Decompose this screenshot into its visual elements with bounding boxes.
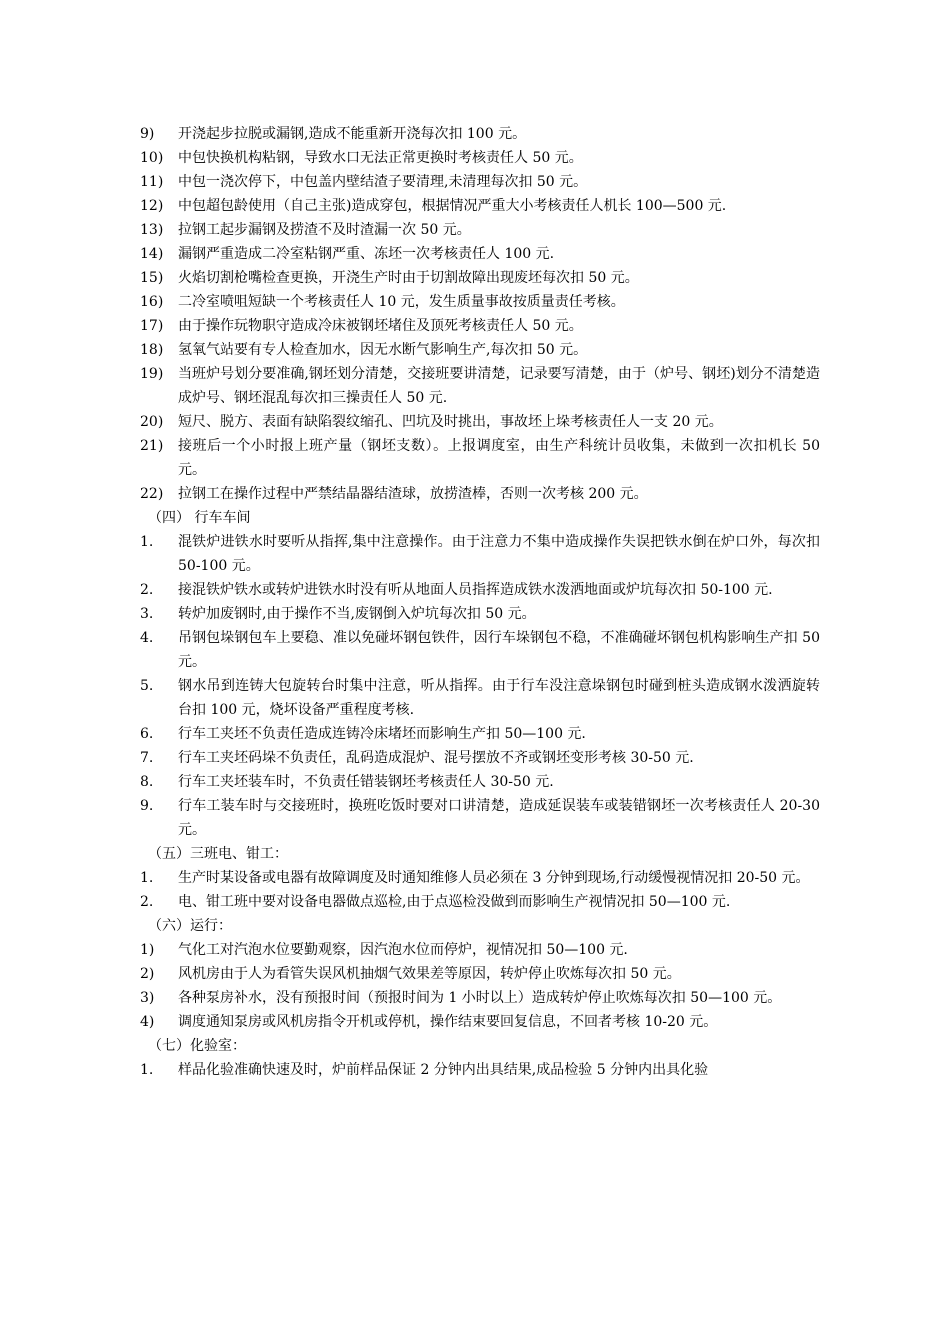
list-item-text: 生产时某设备或电器有故障调度及时通知维修人员必须在 3 分钟到现场,行动缓慢视情况扣 20-50 元。 xyxy=(178,870,810,886)
list-item-text: 转炉加废钢时,由于操作不当,废钢倒入炉坑每次扣 50 元。 xyxy=(178,606,536,622)
list-item-number: 15) xyxy=(140,270,164,286)
list-item-number: 21) xyxy=(140,438,164,454)
list-item-text: 接混铁炉铁水或转炉进铁水时没有听从地面人员指挥造成铁水泼洒地面或炉坑每次扣 50-100 元. xyxy=(178,582,773,598)
list-item-number: 7. xyxy=(140,750,154,766)
list-item-text: 漏钢严重造成二冷室粘钢严重、冻坯一次考核责任人 100 元. xyxy=(178,246,555,262)
list-item-text: 短尺、脱方、表面有缺陷裂纹缩孔、凹坑及时挑出，事故坯上垛考核责任人一支 20 元。 xyxy=(178,414,723,430)
list-item-text: 行车工夹坯码垛不负责任，乱码造成混炉、混号摆放不齐或钢坯变形考核 30-50 元. xyxy=(178,750,694,766)
list-item xyxy=(140,290,820,314)
list-item-number: 9) xyxy=(140,126,155,142)
list-item-text: 火焰切割枪嘴检查更换，开浇生产时由于切割故障出现废坯每次扣 50 元。 xyxy=(178,270,639,286)
list-item xyxy=(140,242,820,266)
list-item-number: 13) xyxy=(140,222,164,238)
list-item-text: 行车工夹坯不负责任造成连铸冷床堵坯而影响生产扣 50—100 元. xyxy=(178,726,586,742)
list-item-number: 6. xyxy=(140,726,154,742)
list-item-text: 拉钢工起步漏钢及捞渣不及时渣漏一次 50 元。 xyxy=(178,222,471,238)
list-item xyxy=(140,866,820,890)
list-item-number: 1) xyxy=(140,942,155,958)
list-item-number: 1. xyxy=(140,534,154,550)
list-item xyxy=(140,1010,820,1034)
list-item-text: 中包超包龄使用（自己主张)造成穿包，根据情况严重大小考核责任人机长 100—500 元. xyxy=(178,198,727,214)
list-item-number: 3. xyxy=(140,606,154,622)
list-item xyxy=(140,578,820,602)
list-item xyxy=(140,722,820,746)
list-item-text: 开浇起步拉脱或漏钢,造成不能重新开浇每次扣 100 元。 xyxy=(178,126,527,142)
list-item xyxy=(140,962,820,986)
list-item-number: 5. xyxy=(140,678,154,694)
list-item-number: 4. xyxy=(140,630,154,646)
list-item-number: 9. xyxy=(140,798,154,814)
list-item-number: 10) xyxy=(140,150,164,166)
list-item xyxy=(140,170,820,194)
list-item-text: 中包快换机构粘钢，导致水口无法正常更换时考核责任人 50 元。 xyxy=(178,150,583,166)
list-item-number: 1. xyxy=(140,1062,154,1078)
list-item xyxy=(140,890,820,914)
list-item-number: 12) xyxy=(140,198,164,214)
list-item xyxy=(140,434,820,482)
list-item-text: 钢水吊到连铸大包旋转台时集中注意，听从指挥。由于行车没注意垛钢包时碰到桩头造成钢水泼洒旋转台扣 100 元，烧坏设备严重程度考核. xyxy=(178,678,820,718)
list-item-number: 4) xyxy=(140,1014,155,1030)
list-item xyxy=(140,218,820,242)
list-item xyxy=(140,674,820,722)
document-page xyxy=(140,122,820,1082)
list-item xyxy=(140,938,820,962)
list-item-text: 当班炉号划分要准确,钢坯划分清楚，交接班要讲清楚，记录要写清楚，由于（炉号、钢坯)划分不清楚造成炉号、钢坯混乱每次扣三操责任人 50 元. xyxy=(178,366,820,406)
list-item xyxy=(140,602,820,626)
list-item-text: 调度通知泵房或风机房指令开机或停机，操作结束要回复信息，不回者考核 10-20 元。 xyxy=(178,1014,718,1030)
list-item-text: 中包一浇次停下，中包盖内壁结渣子要清理,未清理每次扣 50 元。 xyxy=(178,174,588,190)
list-item-text: 混铁炉进铁水时要听从指挥,集中注意操作。由于注意力不集中造成操作失误把铁水倒在炉口外，每次扣 50-100 元。 xyxy=(178,534,820,574)
list-item-text: 行车工夹坯装车时，不负责任错装钢坯考核责任人 30-50 元. xyxy=(178,774,554,790)
list-item xyxy=(140,986,820,1010)
list-item-text: 吊钢包垛钢包车上要稳、准以免碰坏钢包铁件，因行车垛钢包不稳，不准确碰坏钢包机构影响生产扣 50 元。 xyxy=(178,630,820,670)
document-section xyxy=(140,506,820,842)
list-item-text: 由于操作玩物职守造成冷床被钢坯堵住及顶死考核责任人 50 元。 xyxy=(178,318,583,334)
list-item-text: 样品化验准确快速及时，炉前样品保证 2 分钟内出具结果,成品检验 5 分钟内出具化验 xyxy=(178,1062,709,1078)
list-item-text: 氢氧气站要有专人检查加水，因无水断气影响生产,每次扣 50 元。 xyxy=(178,342,588,358)
list-item xyxy=(140,482,820,506)
list-item-text: 电、钳工班中要对设备电器做点巡检,由于点巡检没做到而影响生产视情况扣 50—100 元. xyxy=(178,894,731,910)
list-item-number: 19) xyxy=(140,366,164,382)
section-heading: （四） 行车车间 xyxy=(148,510,251,526)
document-section xyxy=(140,842,820,914)
list-item xyxy=(140,266,820,290)
list-item xyxy=(140,194,820,218)
list-item-number: 17) xyxy=(140,318,164,334)
list-item-text: 行车工装车时与交接班时，换班吃饭时要对口讲清楚，造成延误装车或装错钢坯一次考核责任人 20-30 元。 xyxy=(178,798,820,838)
document-section xyxy=(140,914,820,1034)
list-item-number: 8. xyxy=(140,774,154,790)
list-item xyxy=(140,794,820,842)
list-item xyxy=(140,146,820,170)
list-item-number: 2) xyxy=(140,966,155,982)
list-item-text: 各种泵房补水，没有预报时间（预报时间为 1 小时以上）造成转炉停止吹炼每次扣 50—100 元。 xyxy=(178,990,782,1006)
list-item-number: 16) xyxy=(140,294,164,310)
list-item-text: 接班后一个小时报上班产量（钢坯支数）。上报调度室，由生产科统计员收集，未做到一次扣机长 50 元。 xyxy=(178,438,820,478)
document-section xyxy=(140,122,820,506)
list-item xyxy=(140,626,820,674)
list-item xyxy=(140,770,820,794)
list-item-number: 3) xyxy=(140,990,155,1006)
list-item-number: 22) xyxy=(140,486,164,502)
list-item-text: 风机房由于人为看管失误风机抽烟气效果差等原因，转炉停止吹炼每次扣 50 元。 xyxy=(178,966,681,982)
list-item-text: 二冷室喷咀短缺一个考核责任人 10 元，发生质量事故按质量责任考核。 xyxy=(178,294,625,310)
list-item-number: 2. xyxy=(140,894,154,910)
list-item-text: 拉钢工在操作过程中严禁结晶器结渣球，放捞渣棒，否则一次考核 200 元。 xyxy=(178,486,648,502)
section-heading: （五）三班电、钳工： xyxy=(148,846,288,862)
list-item xyxy=(140,530,820,578)
list-item xyxy=(140,746,820,770)
list-item xyxy=(140,338,820,362)
list-item-text: 气化工对汽泡水位要勤观察，因汽泡水位而停炉，视情况扣 50—100 元. xyxy=(178,942,628,958)
section-heading: （六）运行： xyxy=(148,918,232,934)
list-item-number: 14) xyxy=(140,246,164,262)
list-item xyxy=(140,410,820,434)
document-section xyxy=(140,1034,820,1082)
list-item-number: 2. xyxy=(140,582,154,598)
list-item xyxy=(140,1058,820,1082)
list-item xyxy=(140,362,820,410)
list-item-number: 20) xyxy=(140,414,164,430)
list-item-number: 11) xyxy=(140,174,164,190)
list-item-number: 18) xyxy=(140,342,164,358)
list-item-number: 1. xyxy=(140,870,154,886)
section-heading: （七）化验室： xyxy=(148,1038,246,1054)
list-item xyxy=(140,122,820,146)
list-item xyxy=(140,314,820,338)
